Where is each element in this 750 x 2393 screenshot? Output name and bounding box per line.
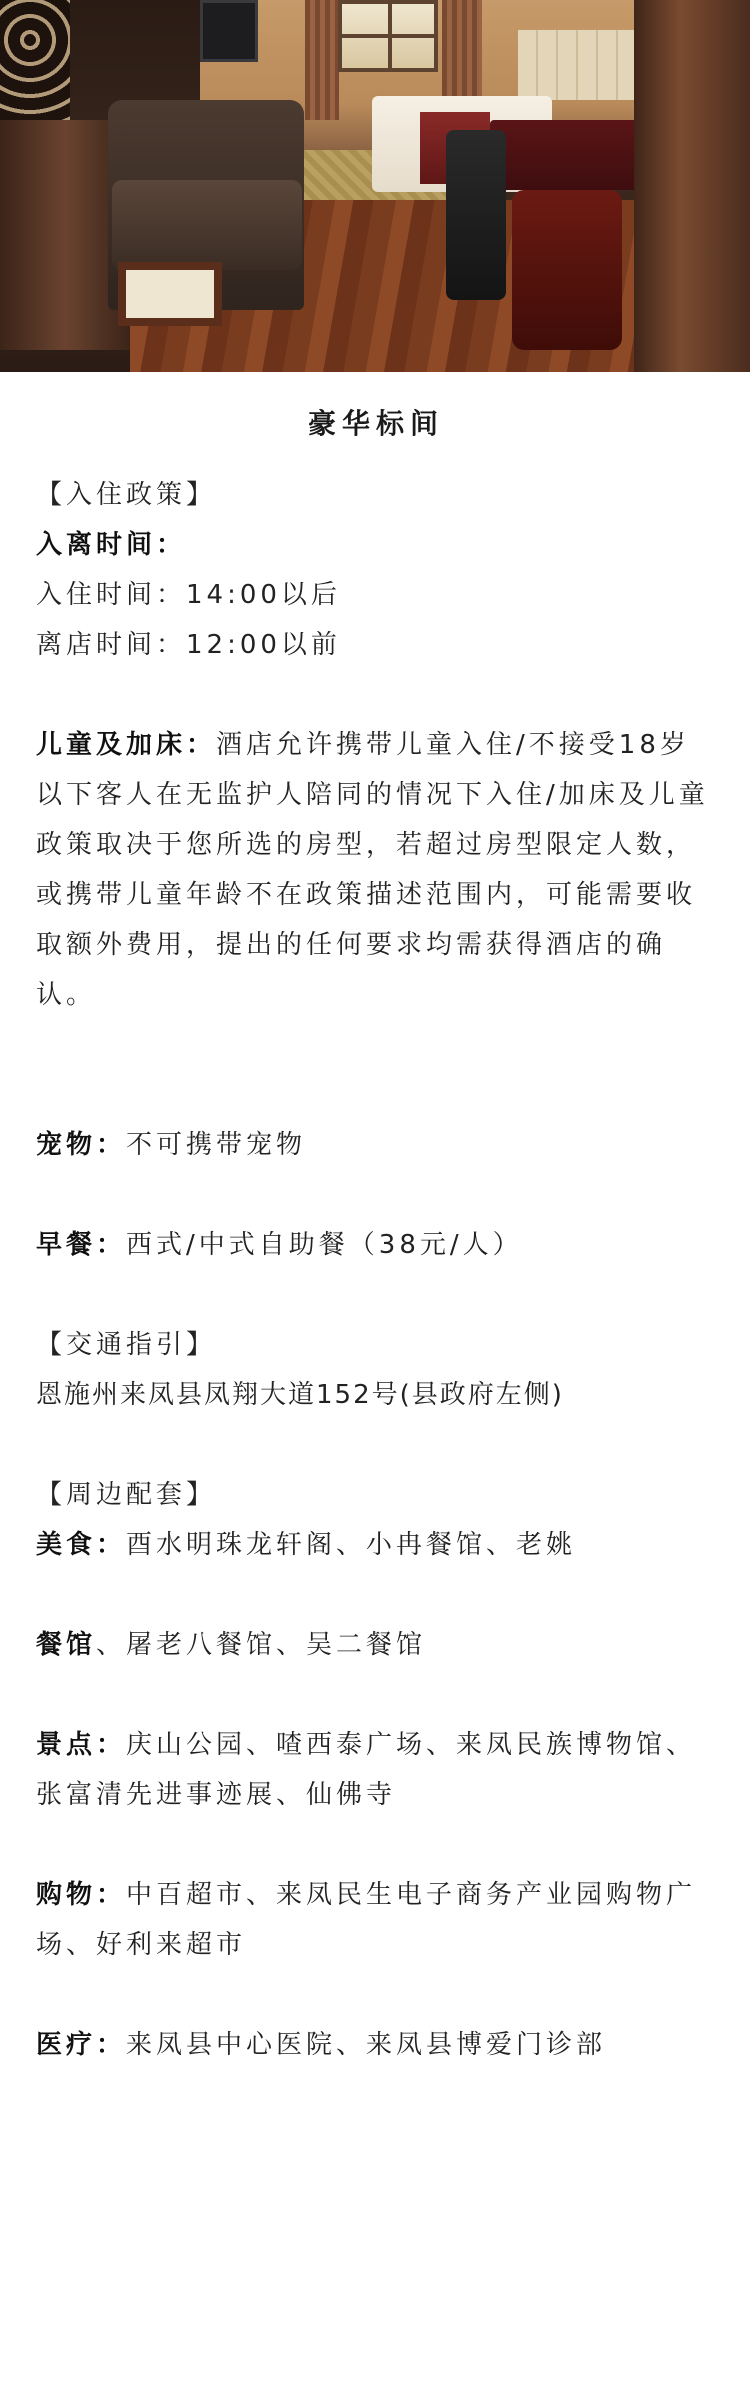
food-text: 酉水明珠龙轩阁、小冉餐馆、老姚	[126, 1530, 577, 1560]
food-line	[36, 1520, 716, 1570]
pets-label: 宠物：	[36, 1130, 127, 1160]
children-policy	[36, 720, 716, 1020]
checkin-time-label: 入离时间：	[36, 530, 187, 560]
desk-chair	[446, 130, 506, 300]
surroundings-heading: 【周边配套】	[36, 1480, 217, 1510]
sights-text: 庆山公园、喳西泰广场、来凤民族博物馆、张富清先进事迹展、仙佛寺	[36, 1730, 697, 1810]
sights-label: 景点：	[36, 1730, 127, 1760]
shopping-label: 购物：	[36, 1880, 127, 1910]
food-label: 美食：	[36, 1530, 127, 1560]
restaurant-label: 餐馆	[36, 1630, 97, 1660]
medical-label: 医疗：	[36, 2030, 127, 2060]
breakfast-text: 西式/中式自助餐（38元/人）	[126, 1230, 523, 1260]
restaurant-line	[36, 1620, 716, 1670]
checkin-heading: 【入住政策】	[36, 480, 217, 510]
red-chair	[512, 190, 622, 350]
breakfast-label: 早餐：	[36, 1230, 127, 1260]
checkout-time: 离店时间：12:00以前	[36, 630, 341, 660]
pets-text: 不可携带宠物	[126, 1130, 307, 1160]
right-wall	[634, 0, 750, 372]
tv	[200, 0, 258, 62]
armchair-seat	[112, 180, 302, 270]
window	[338, 0, 438, 72]
pets-policy	[36, 1120, 716, 1170]
second-bed	[490, 120, 640, 190]
room-photo	[0, 0, 750, 372]
restaurant-text: 、屠老八餐馆、吴二餐馆	[96, 1630, 427, 1660]
children-label: 儿童及加床：	[36, 730, 217, 760]
sights-line	[36, 1720, 716, 1820]
headboard	[518, 30, 636, 100]
breakfast-policy	[36, 1220, 716, 1270]
traffic-address: 恩施州来凤县凤翔大道152号(县政府左侧)	[36, 1380, 564, 1410]
shopping-line	[36, 1870, 716, 1970]
medical-text: 来凤县中心医院、来凤县博爱门诊部	[126, 2030, 607, 2060]
checkin-time: 入住时间：14:00以后	[36, 580, 341, 610]
traffic-heading: 【交通指引】	[36, 1330, 217, 1360]
children-text: 酒店允许携带儿童入住/不接受18岁以下客人在无监护人陪同的情况下入住/加床及儿童政策取决于您所选的房型，若超过房型限定人数，或携带儿童年龄不在政策描述范围内，可能需要收取额外费用，提出的任何要求均需获得酒店的确认。	[36, 730, 709, 1010]
side-table	[118, 262, 222, 326]
room-title: 豪华标间	[307, 407, 444, 440]
medical-line	[36, 2020, 716, 2070]
carved-wood-panel	[0, 0, 70, 120]
shopping-text: 中百超市、来凤民生电子商务产业园购物广场、好利来超市	[36, 1880, 697, 1960]
curtain-left	[305, 0, 339, 120]
